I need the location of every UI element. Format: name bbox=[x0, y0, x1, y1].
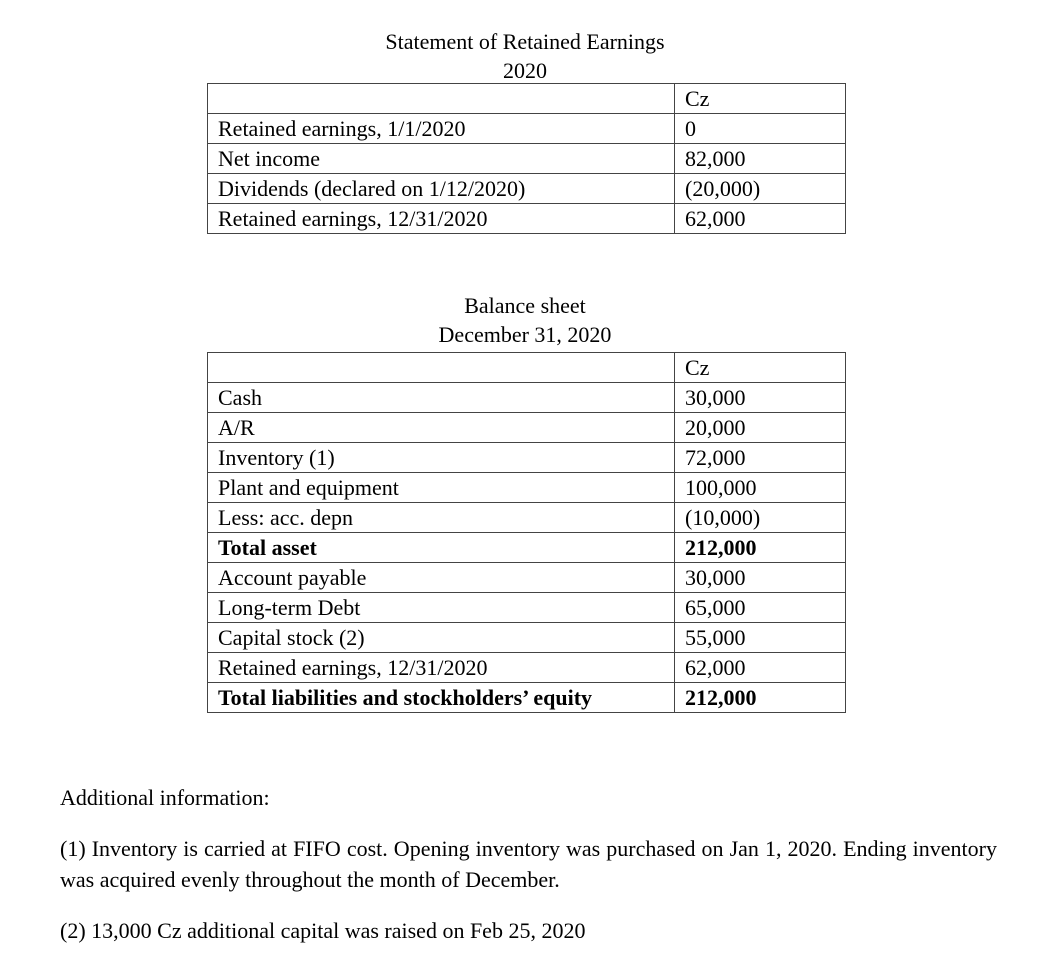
table-row bbox=[208, 174, 846, 204]
row-value: 65,000 bbox=[675, 593, 846, 623]
table-row bbox=[208, 593, 846, 623]
row-label: Retained earnings, 12/31/2020 bbox=[208, 204, 675, 234]
row-label: Retained earnings, 1/1/2020 bbox=[208, 114, 675, 144]
balance-sheet-title-block bbox=[210, 291, 840, 349]
row-value: 62,000 bbox=[675, 204, 846, 234]
row-value: 212,000 bbox=[675, 683, 846, 713]
note-2: (2) 13,000 Cz additional capital was raised on Feb 25, 2020 bbox=[60, 918, 586, 943]
row-value: 20,000 bbox=[675, 413, 846, 443]
additional-info-heading: Additional information: bbox=[60, 785, 270, 810]
note-1: (1) Inventory is carried at FIFO cost. Opening inventory was purchased on Jan 1, 2020. Ending inventory was acquired evenly throughout the month of December. bbox=[60, 836, 997, 892]
row-label: Long-term Debt bbox=[208, 593, 675, 623]
balance-sheet-date: December 31, 2020 bbox=[438, 322, 612, 347]
row-value: 62,000 bbox=[675, 653, 846, 683]
retained-earnings-table bbox=[207, 83, 846, 234]
table-row bbox=[208, 503, 846, 533]
row-label: A/R bbox=[208, 413, 675, 443]
table-row bbox=[208, 443, 846, 473]
row-value: 100,000 bbox=[675, 473, 846, 503]
table-header-row bbox=[208, 84, 846, 114]
row-label: Net income bbox=[208, 144, 675, 174]
row-value: 0 bbox=[675, 114, 846, 144]
row-value: 82,000 bbox=[675, 144, 846, 174]
row-label: Total asset bbox=[208, 533, 675, 563]
row-label: Inventory (1) bbox=[208, 443, 675, 473]
row-label: Cash bbox=[208, 383, 675, 413]
balance-sheet-title: Balance sheet bbox=[464, 293, 586, 318]
row-value: 55,000 bbox=[675, 623, 846, 653]
balance-sheet-table bbox=[207, 352, 846, 713]
row-label: Capital stock (2) bbox=[208, 623, 675, 653]
currency-header: Cz bbox=[675, 84, 846, 114]
currency-header: Cz bbox=[675, 353, 846, 383]
row-value: 212,000 bbox=[675, 533, 846, 563]
table-row bbox=[208, 473, 846, 503]
header-blank-cell bbox=[208, 353, 675, 383]
header-blank-cell bbox=[208, 84, 675, 114]
table-row bbox=[208, 114, 846, 144]
retained-statement-title: Statement of Retained Earnings bbox=[385, 29, 665, 54]
table-row bbox=[208, 623, 846, 653]
row-value: 30,000 bbox=[675, 383, 846, 413]
table-row bbox=[208, 653, 846, 683]
retained-statement-title-block bbox=[210, 27, 840, 85]
table-row bbox=[208, 383, 846, 413]
table-row bbox=[208, 413, 846, 443]
table-row bbox=[208, 563, 846, 593]
row-label: Plant and equipment bbox=[208, 473, 675, 503]
row-value: 30,000 bbox=[675, 563, 846, 593]
total-row bbox=[208, 533, 846, 563]
row-label: Account payable bbox=[208, 563, 675, 593]
total-row bbox=[208, 683, 846, 713]
table-header-row bbox=[208, 353, 846, 383]
retained-statement-year: 2020 bbox=[503, 58, 547, 83]
row-value: 72,000 bbox=[675, 443, 846, 473]
row-label: Dividends (declared on 1/12/2020) bbox=[208, 174, 675, 204]
row-label: Total liabilities and stockholders’ equity bbox=[208, 683, 675, 713]
row-value: (20,000) bbox=[675, 174, 846, 204]
row-label: Less: acc. depn bbox=[208, 503, 675, 533]
row-label: Retained earnings, 12/31/2020 bbox=[208, 653, 675, 683]
table-row bbox=[208, 204, 846, 234]
table-row bbox=[208, 144, 846, 174]
row-value: (10,000) bbox=[675, 503, 846, 533]
